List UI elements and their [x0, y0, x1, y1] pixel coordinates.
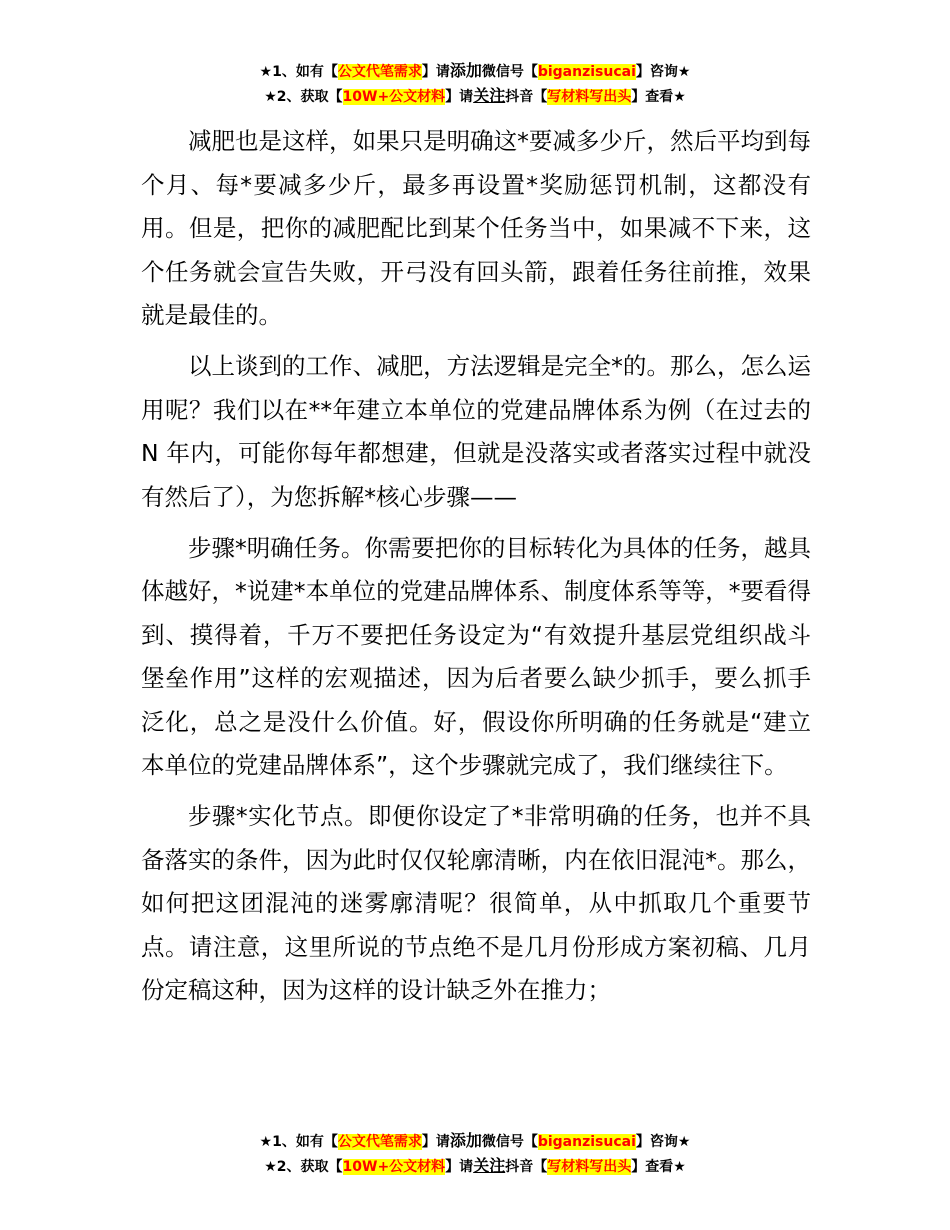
- banner-prefix: ★2、获取: [264, 89, 329, 105]
- footer-banner: [0, 1129, 950, 1179]
- banner-highlight: 公文代笔需求: [337, 1134, 422, 1150]
- banner-text: 微信号: [481, 1134, 524, 1150]
- banner-highlight: 公文代笔需求: [337, 64, 422, 80]
- banner-suffix: 】查看★: [631, 89, 686, 105]
- banner-text: 】请: [421, 64, 450, 80]
- banner-emphasis: 关注: [473, 86, 506, 105]
- document-body: [141, 120, 811, 1020]
- banner-bracket: 【: [323, 64, 338, 80]
- banner-emphasis: 添加: [449, 1131, 482, 1150]
- banner-text: 】请: [421, 1134, 450, 1150]
- banner-bracket: 【: [328, 1159, 343, 1175]
- footer-banner-line-2: [0, 1154, 950, 1179]
- paragraph-2: 以上谈到的工作、减肥，方法逻辑是完全*的。那么，怎么运用呢？我们以在**年建立本单位的党建品牌体系为例（在过去的 N 年内，可能你每年都想建，但就是没落实或者落实过程中就没有然后了），为您拆解*核心步骤——: [141, 352, 811, 511]
- footer-banner-line-1: [0, 1129, 950, 1154]
- banner-bracket: 【: [328, 89, 343, 105]
- paragraph-1: 减肥也是这样，如果只是明确这*要减多少斤，然后平均到每个月、每*要减多少斤，最多再设置*奖励惩罚机制，这都没有用。但是，把你的减肥配比到某个任务当中，如果减不下来，这个任务就会宣告失败，开弓没有回头箭，跟着任务往前推，效果就是最佳的。: [141, 127, 811, 329]
- header-banner-line-1: [0, 59, 950, 84]
- banner-highlight: 10W+公文材料: [342, 89, 446, 105]
- banner-bracket: 【: [323, 1134, 338, 1150]
- header-banner-line-2: [0, 84, 950, 109]
- banner-prefix: ★2、获取: [264, 1159, 329, 1175]
- banner-bracket: 【: [523, 1134, 538, 1150]
- banner-prefix: ★1、如有: [259, 64, 324, 80]
- banner-prefix: ★1、如有: [259, 1134, 324, 1150]
- paragraph-4: 步骤*实化节点。即便你设定了*非常明确的任务，也并不具备落实的条件，因为此时仅仅轮廓清晰，内在依旧混沌*。那么，如何把这团混沌的迷雾廓清呢？很简单，从中抓取几个重要节点。请注意，这里所说的节点绝不是几月份形成方案初稿、几月份定稿这种，因为这样的设计缺乏外在推力；: [141, 802, 811, 1004]
- banner-text: 抖音: [505, 1159, 534, 1175]
- banner-bracket: 【: [533, 1159, 548, 1175]
- banner-suffix: 】查看★: [631, 1159, 686, 1175]
- banner-suffix: 】咨询★: [635, 64, 691, 80]
- paragraph-3: 步骤*明确任务。你需要把你的目标转化为具体的任务，越具体越好，*说建*本单位的党建品牌体系、制度体系等等，*要看得到、摸得着，千万不要把任务设定为“有效提升基层党组织战斗堡垒作用”这样的宏观描述，因为后者要么缺少抓手，要么抓手泛化，总之是没什么价值。好，假设你所明确的任务就是“建立本单位的党建品牌体系”，这个步骤就完成了，我们继续往下。: [141, 533, 811, 779]
- banner-text: 】请: [445, 1159, 474, 1175]
- banner-highlight-wechat-id: biganzisucai: [537, 64, 636, 80]
- banner-emphasis: 关注: [473, 1156, 506, 1175]
- banner-bracket: 【: [533, 89, 548, 105]
- banner-highlight-douyin: 写材料写出头: [547, 1159, 632, 1175]
- banner-suffix: 】咨询★: [635, 1134, 691, 1150]
- banner-text: 抖音: [505, 89, 534, 105]
- banner-text: 微信号: [481, 64, 524, 80]
- header-banner: [0, 59, 950, 109]
- banner-highlight: 10W+公文材料: [342, 1159, 446, 1175]
- banner-highlight-wechat-id: biganzisucai: [537, 1134, 636, 1150]
- banner-bracket: 【: [523, 64, 538, 80]
- banner-emphasis: 添加: [449, 61, 482, 80]
- banner-highlight-douyin: 写材料写出头: [547, 89, 632, 105]
- banner-text: 】请: [445, 89, 474, 105]
